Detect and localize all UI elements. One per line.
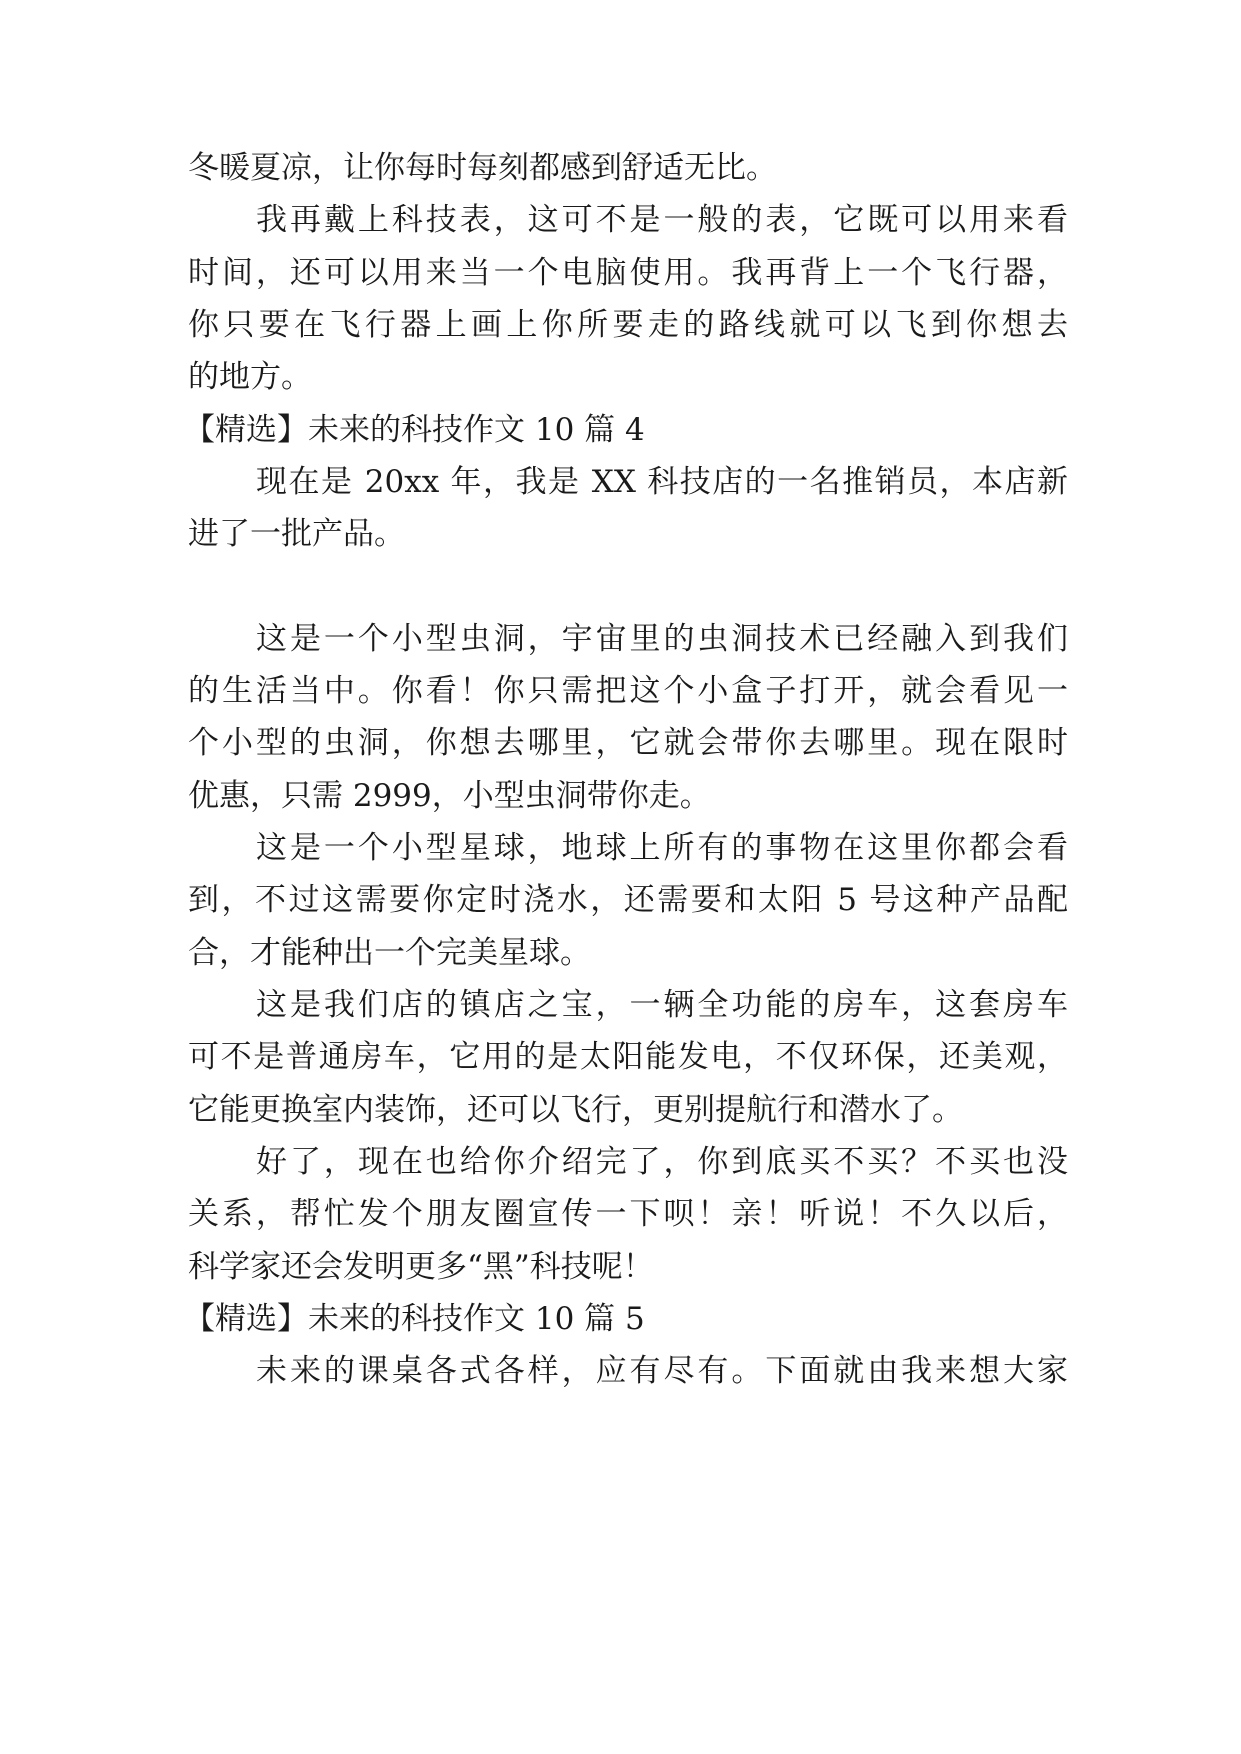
- text-line: 优惠，只需 2999，小型虫洞带你走。: [188, 778, 711, 814]
- text-line: 合，才能种出一个完美星球。: [188, 935, 591, 971]
- paragraph-first-line: 未来的课桌各式各样，应有尽有。下面就由我来想大家: [256, 1353, 1068, 1389]
- text-line: 到，不过这需要你定时浇水，还需要和太阳 5 号这种产品配: [188, 882, 1068, 918]
- text-line: 关系，帮忙发个朋友圈宣传一下呗！亲！听说！不久以后，: [188, 1196, 1068, 1232]
- text-line: 个小型的虫洞，你想去哪里，它就会带你去哪里。现在限时: [188, 725, 1068, 761]
- text-line: 可不是普通房车，它用的是太阳能发电，不仅环保，还美观，: [188, 1039, 1068, 1075]
- text-line: 的生活当中。你看！你只需把这个小盒子打开，就会看见一: [188, 673, 1068, 709]
- text-line: 时间，还可以用来当一个电脑使用。我再背上一个飞行器，: [188, 255, 1068, 291]
- paragraph-first-line: 这是一个小型星球，地球上所有的事物在这里你都会看: [256, 830, 1068, 866]
- text-line: 的地方。: [188, 359, 312, 395]
- paragraph-first-line: 这是我们店的镇店之宝，一辆全功能的房车，这套房车: [256, 987, 1068, 1023]
- text-line: 你只要在飞行器上画上你所要走的路线就可以飞到你想去: [188, 307, 1068, 343]
- section-heading: 【精选】未来的科技作文 10 篇 4: [184, 412, 645, 448]
- paragraph-first-line: 现在是 20xx 年，我是 XX 科技店的一名推销员，本店新: [256, 464, 1068, 500]
- text-line: 冬暖夏凉，让你每时每刻都感到舒适无比。: [188, 150, 777, 186]
- paragraph-first-line: 我再戴上科技表，这可不是一般的表，它既可以用来看: [256, 202, 1068, 238]
- section-heading: 【精选】未来的科技作文 10 篇 5: [184, 1301, 645, 1337]
- paragraph-first-line: 这是一个小型虫洞，宇宙里的虫洞技术已经融入到我们: [256, 621, 1068, 657]
- text-line: 它能更换室内装饰，还可以飞行，更别提航行和潜水了。: [188, 1092, 963, 1128]
- paragraph-first-line: 好了，现在也给你介绍完了，你到底买不买？不买也没: [256, 1144, 1068, 1180]
- text-line: 科学家还会发明更多“黑”科技呢！: [188, 1249, 654, 1285]
- text-line: 进了一批产品。: [188, 516, 405, 552]
